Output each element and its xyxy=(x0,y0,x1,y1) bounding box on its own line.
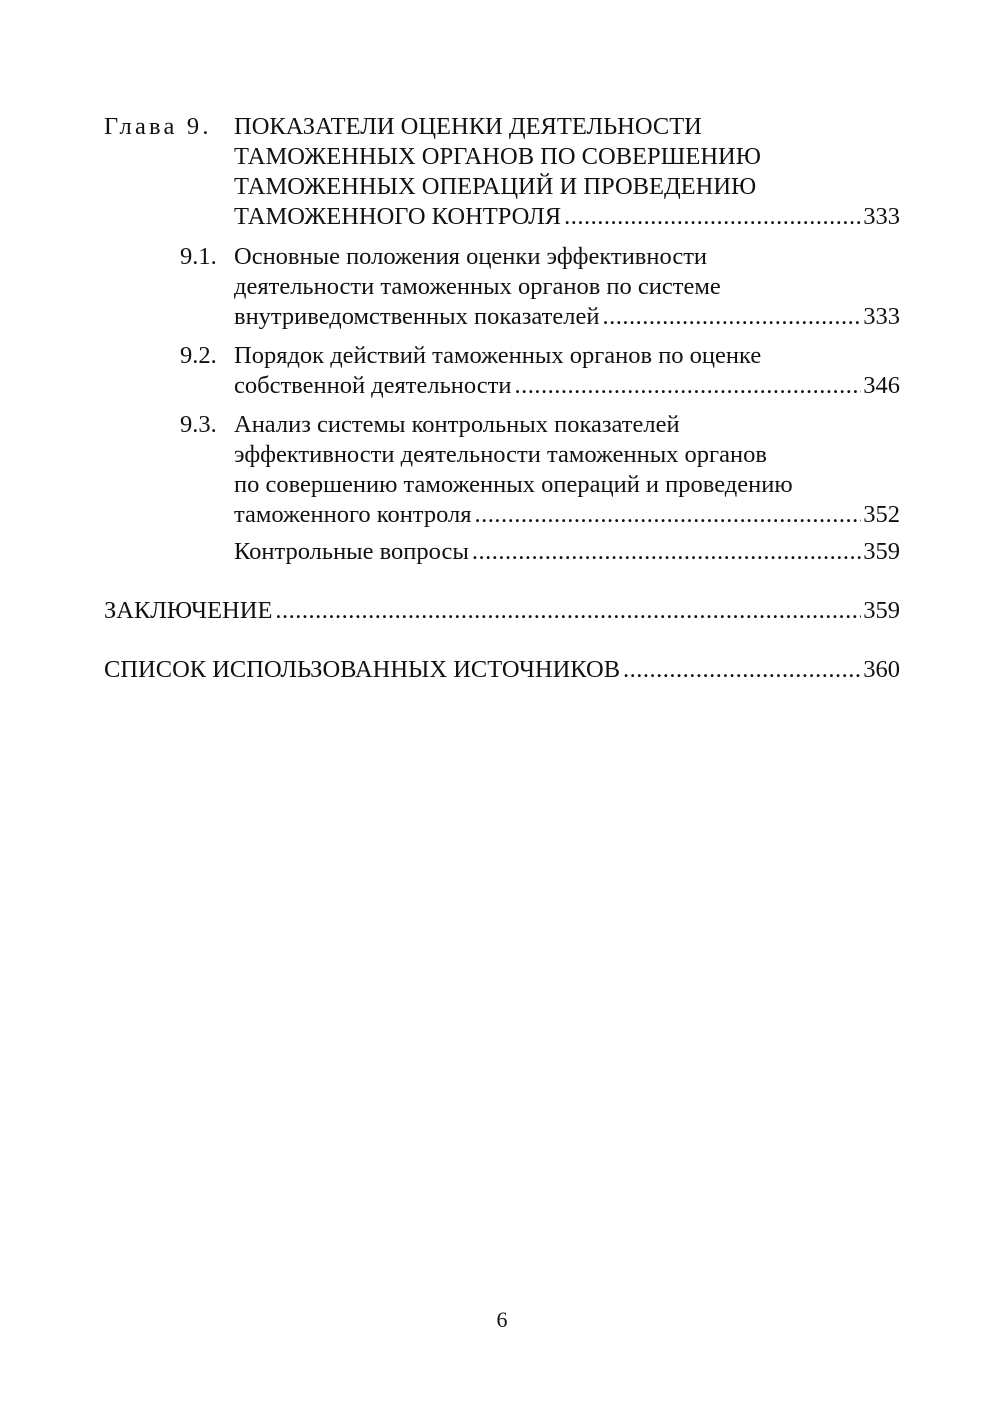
page-number: 6 xyxy=(496,1307,508,1332)
chapter-label: Глава 9. xyxy=(104,113,212,140)
section-9-3-line-2: эффективности деятельности таможенных органов xyxy=(234,441,767,468)
section-9-1-line-2: деятельности таможенных органов по системе xyxy=(234,273,721,300)
toc-entry-chapter-9[interactable] xyxy=(234,202,900,232)
section-9-3-page-number: 352 xyxy=(863,501,900,528)
section-9-2-line-2: собственной деятельности xyxy=(234,372,512,399)
leader-dots xyxy=(623,655,861,685)
toc-entry-section-9-2[interactable] xyxy=(234,371,900,401)
section-9-2-line-1: Порядок действий таможенных органов по оценке xyxy=(234,342,762,369)
chapter-title-line-2: ТАМОЖЕННЫХ ОРГАНОВ ПО СОВЕРШЕНИЮ xyxy=(234,143,761,170)
chapter-page-number: 333 xyxy=(863,203,900,230)
conclusion-page-number: 359 xyxy=(863,597,900,624)
section-9-1-line-3: внутриведомственных показателей xyxy=(234,303,600,330)
toc-entry-section-9-3[interactable] xyxy=(234,500,900,530)
leader-dots xyxy=(514,371,861,401)
references-page-number: 360 xyxy=(863,656,900,683)
leader-dots xyxy=(602,302,861,332)
leader-dots xyxy=(472,537,861,567)
leader-dots xyxy=(275,596,861,626)
toc-entry-control-questions[interactable] xyxy=(234,537,900,567)
section-9-3-line-1: Анализ системы контрольных показателей xyxy=(234,411,680,438)
chapter-title-line-4: ТАМОЖЕННОГО КОНТРОЛЯ xyxy=(234,203,562,230)
chapter-title-line-1: ПОКАЗАТЕЛИ ОЦЕНКИ ДЕЯТЕЛЬНОСТИ xyxy=(234,113,702,140)
control-questions-page-number: 359 xyxy=(863,538,900,565)
section-number-9-3: 9.3. xyxy=(180,411,217,438)
toc-entry-conclusion[interactable] xyxy=(104,596,900,626)
conclusion-label: ЗАКЛЮЧЕНИЕ xyxy=(104,597,273,624)
chapter-title-line-3: ТАМОЖЕННЫХ ОПЕРАЦИЙ И ПРОВЕДЕНИЮ xyxy=(234,173,757,200)
toc-entry-references[interactable] xyxy=(104,655,900,685)
section-9-3-line-3: по совершению таможенных операций и проведению xyxy=(234,471,793,498)
section-9-3-line-4: таможенного контроля xyxy=(234,501,472,528)
section-number-9-1: 9.1. xyxy=(180,243,217,270)
leader-dots xyxy=(475,500,862,530)
section-9-1-line-1: Основные положения оценки эффективности xyxy=(234,243,708,270)
section-number-9-2: 9.2. xyxy=(180,342,217,369)
leader-dots xyxy=(564,202,861,232)
control-questions-label: Контрольные вопросы xyxy=(234,538,469,565)
toc-entry-section-9-1[interactable] xyxy=(234,302,900,332)
references-label: СПИСОК ИСПОЛЬЗОВАННЫХ ИСТОЧНИКОВ xyxy=(104,656,621,683)
section-9-2-page-number: 346 xyxy=(863,372,900,399)
section-9-1-page-number: 333 xyxy=(863,303,900,330)
